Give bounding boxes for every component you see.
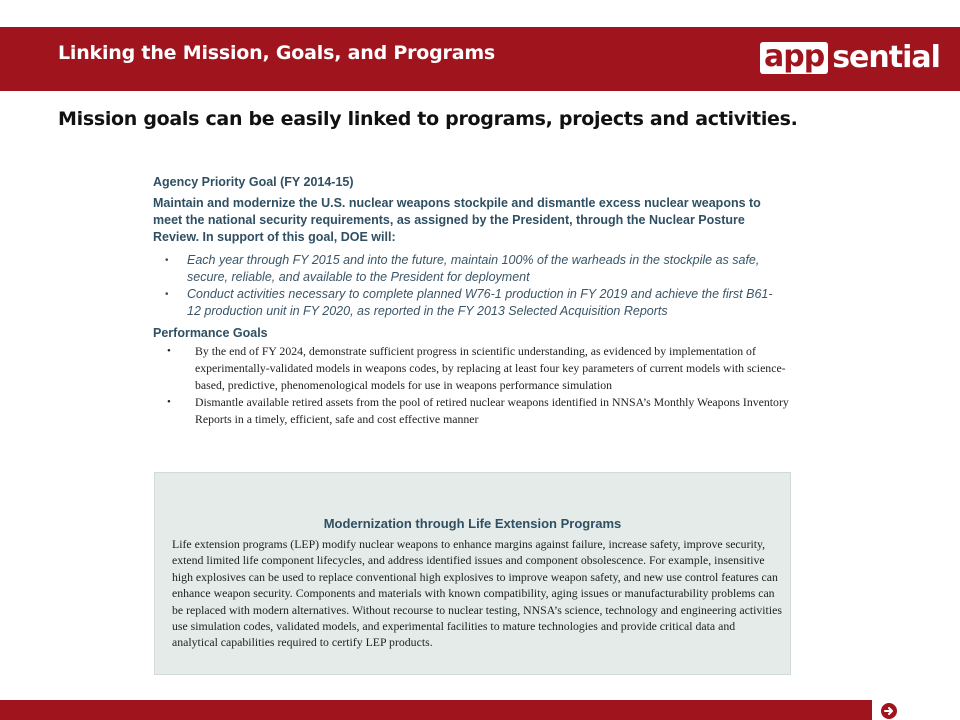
logo-sential-part: sential <box>832 40 940 75</box>
slide-title: Linking the Mission, Goals, and Programs <box>58 42 496 64</box>
arrow-right-circle-icon <box>884 706 894 716</box>
list-item: • Dismantle available retired assets from the pool of retired nuclear weapons identified in NNSA’s Monthly Weapons Inventory Reports in a timely, efficient, safe and cost effective manner <box>167 394 797 428</box>
performance-goals-bullets <box>167 343 797 428</box>
priority-goal-heading: Agency Priority Goal (FY 2014-15) <box>153 175 354 189</box>
slide-subtitle: Mission goals can be easily linked to programs, projects and activities. <box>58 108 798 130</box>
lep-box-body: Life extension programs (LEP) modify nuclear weapons to enhance margins against failure, increase safety, improve security, extend limited life component lifecycles, and address identified issues and component obsolescence. For example, insensitive high explosives can be used to replace conventional high explosives to improve weapon safety, and new use control features can enhance weapon security. Components and materials with known compatibility, aging issues or manufacturability problems can be replaced with modern alternatives. Without recourse to nuclear testing, NNSA’s science, technology and engineering activities use simulation codes, validated models, and experimental facilities to mature technologies and provide critical data and analytical capabilities required to certify LEP products. <box>172 537 782 650</box>
list-item: • Conduct activities necessary to complete planned W76-1 production in FY 2019 and achieve the first B61-12 production unit in FY 2020, as reported in the FY 2013 Selected Acquisition Reports <box>165 286 785 320</box>
footer-band <box>0 700 872 720</box>
lep-box-title: Modernization through Life Extension Programs <box>323 516 622 531</box>
priority-goal-statement: Maintain and modernize the U.S. nuclear weapons stockpile and dismantle excess nuclear weapons to meet the national security requirements, as assigned by the President, through the Nuclear Posture Review. In support of this goal, DOE will: <box>153 196 761 244</box>
performance-goals-heading: Performance Goals <box>153 326 268 340</box>
priority-goal-bullets <box>165 252 785 320</box>
logo-app-part: app <box>760 42 828 74</box>
next-slide-button[interactable] <box>881 703 897 719</box>
lep-document-box <box>154 472 791 675</box>
list-item: • By the end of FY 2024, demonstrate sufficient progress in scientific understanding, as evidenced by implementation of experimentally-validated models in weapons codes, by replacing at least four key parameters of current models with science-based, predictive, phenomenological models for use in weapons performance simulation <box>167 343 797 394</box>
list-item: • Each year through FY 2015 and into the future, maintain 100% of the warheads in the stockpile as safe, secure, reliable, and available to the President for deployment <box>165 252 785 286</box>
appsential-logo <box>760 38 940 78</box>
